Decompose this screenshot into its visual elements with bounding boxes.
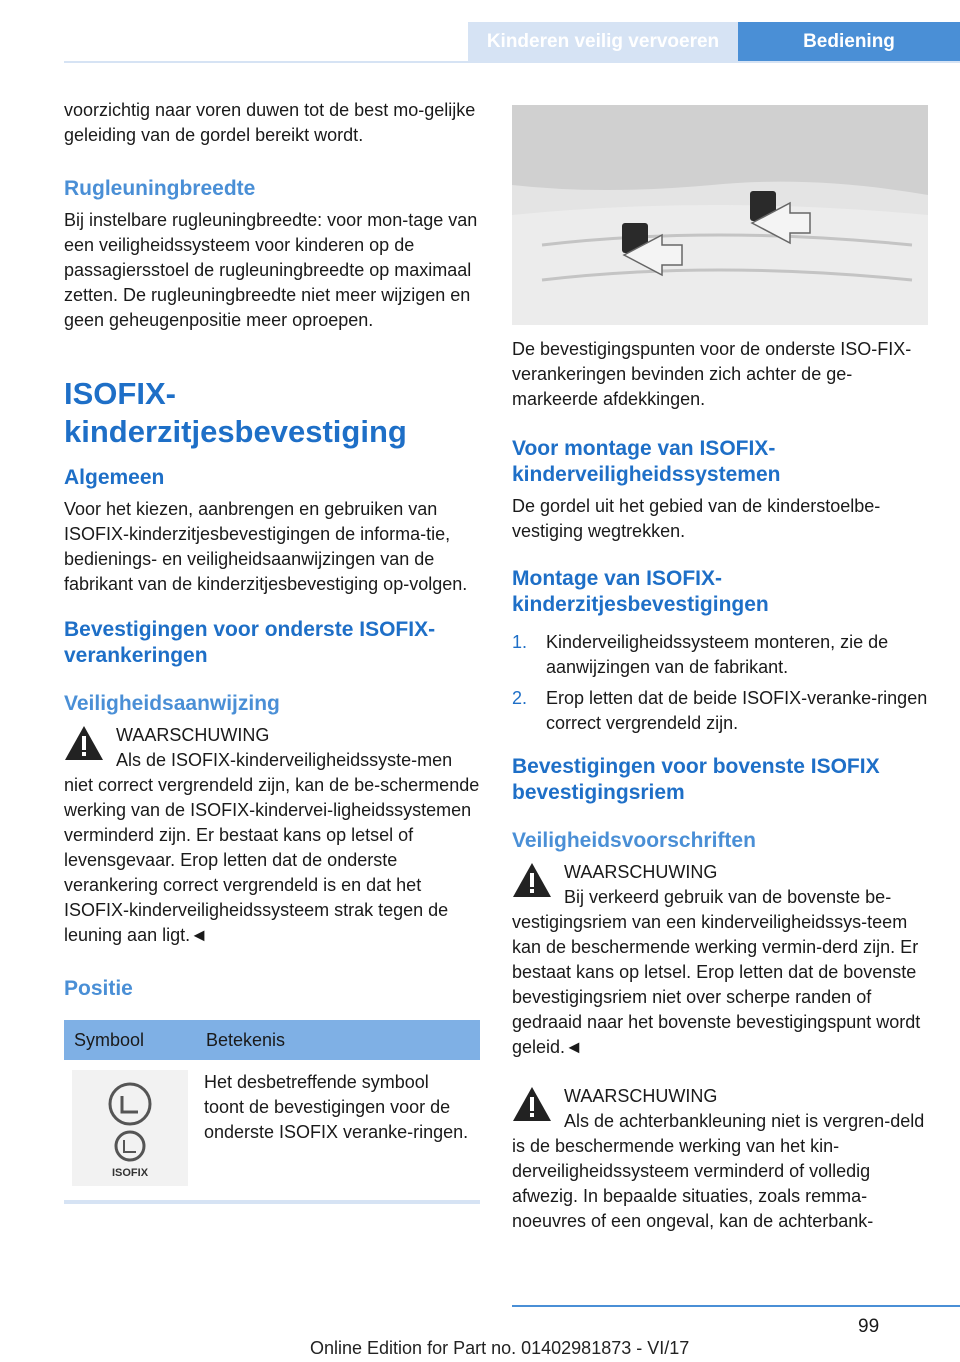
voor-montage-heading: Voor montage van ISOFIX-kinderveiligheidssystemen bbox=[512, 437, 781, 486]
header-section-title: Kinderen veilig vervoeren bbox=[468, 22, 738, 62]
table-header-meaning: Betekenis bbox=[196, 1020, 480, 1060]
isofix-symbol-icon bbox=[72, 1070, 188, 1186]
step-number: 1. bbox=[512, 632, 528, 652]
warning-block bbox=[512, 1084, 928, 1234]
warning-title: WAARSCHUWING bbox=[116, 725, 270, 745]
bovenste-heading: Bevestigingen voor bovenste ISOFIX bevestigingsriem bbox=[512, 755, 880, 804]
positie-heading: Positie bbox=[64, 977, 133, 1000]
header-chapter-title: Bediening bbox=[738, 22, 960, 62]
warning-text: Als de achterbankleuning niet is vergren‐deld is de beschermende werking van het kin‐derveiligheidssysteem verminderd of volledig afwezig. In bepaalde situaties, zoals remma‐noeuvres of een ongeval, kan de achterbank- bbox=[512, 1111, 925, 1231]
warning-text: Als de ISOFIX-kinderveiligheidssyste‐men niet correct vergrendeld zijn, kan de be‐schermende werking van de ISOFIX-kindervei‐ligheidssystemen verminderd zijn. Er bestaat kans op letsel of levensgevaar. Erop letten dat de onderste verankering correct vergrendeld is en dat het ISOFIX-kinderveiligheidssysteem strak tegen de leuning aan ligt.◄ bbox=[64, 750, 480, 945]
rugleuning-paragraph: Bij instelbare rugleuningbreedte: voor mon‐tage van een veiligheidssysteem voor kinderen op de passagiersstoel de rugleuningbreedte op maximaal zetten. De rugleuningbreedte niet meer wijzigen en geen geheugenpositie meer oproepen. bbox=[64, 210, 478, 330]
warning-triangle-icon bbox=[512, 862, 552, 898]
photo-caption: De bevestigingspunten voor de onderste ISO‐FIX-verankeringen bevinden zich achter de ge‐markeerde afdekkingen. bbox=[512, 339, 912, 409]
warning-triangle-icon bbox=[512, 1086, 552, 1122]
voor-montage-paragraph: De gordel uit het gebied van de kinderstoelbe‐vestiging wegtrekken. bbox=[512, 496, 881, 541]
seat-photo bbox=[512, 105, 928, 325]
intro-paragraph: voorzichtig naar voren duwen tot de best mo‐gelijke geleiding van de gordel bereikt wordt. bbox=[64, 100, 476, 145]
footer-divider bbox=[512, 1305, 960, 1307]
onderste-heading: Bevestigingen voor onderste ISOFIX-verankeringen bbox=[64, 618, 436, 667]
page-header bbox=[0, 0, 960, 62]
footer-edition: Online Edition for Part no. 01402981873 - VI/17 bbox=[310, 1338, 690, 1358]
algemeen-paragraph: Voor het kiezen, aanbrengen en gebruiken van ISOFIX-kinderzitjesbevestigingen de informa‐tie, bedienings- en veiligheidsaanwijzingen van de fabrikant van de kinderzitjesbevestiging op‐volgen. bbox=[64, 499, 468, 594]
table-header-symbol: Symbool bbox=[64, 1020, 196, 1060]
warning-title: WAARSCHUWING bbox=[564, 862, 718, 882]
table-bottom-rule bbox=[64, 1200, 480, 1204]
warning-title: WAARSCHUWING bbox=[564, 1086, 718, 1106]
list-item bbox=[512, 630, 928, 680]
warning-block bbox=[64, 723, 480, 948]
montage-steps bbox=[512, 630, 928, 736]
table-row bbox=[64, 1060, 480, 1196]
montage-heading: Montage van ISOFIX-kinderzitjesbevestigingen bbox=[512, 567, 769, 616]
position-table bbox=[64, 1020, 480, 1196]
veiligheidsvoorschriften-heading: Veiligheidsvoorschriften bbox=[512, 829, 756, 852]
veiligheidsaanwijzing-heading: Veiligheidsaanwijzing bbox=[64, 692, 280, 715]
isofix-section-title: ISOFIX-kinderzitjesbevestiging bbox=[64, 376, 407, 449]
list-item bbox=[512, 686, 928, 736]
isofix-icon-label: ISOFIX bbox=[111, 1167, 149, 1179]
left-column bbox=[64, 98, 480, 1204]
step-number: 2. bbox=[512, 688, 528, 708]
right-column bbox=[512, 105, 928, 1234]
algemeen-heading: Algemeen bbox=[64, 466, 165, 489]
table-cell-meaning: Het desbetreffende symbool toont de bevestigingen voor de onderste ISOFIX veranke‐ringen. bbox=[204, 1072, 469, 1142]
warning-triangle-icon bbox=[64, 725, 104, 761]
rugleuning-heading: Rugleuningbreedte bbox=[64, 177, 256, 200]
header-divider bbox=[64, 61, 960, 63]
page-number: 99 bbox=[858, 1316, 880, 1337]
step-text: Erop letten dat de beide ISOFIX-veranke‐ringen correct vergrendeld zijn. bbox=[546, 688, 928, 733]
warning-block bbox=[512, 860, 928, 1060]
warning-text: Bij verkeerd gebruik van de bovenste be‐vestigingsriem van een kinderveiligheidssys‐teem kan de beschermende werking vermin‐derd zijn. Er bestaat kans op letsel. Erop letten dat de bovenste bevestigingsriem niet over scherpe randen of gedraaid naar het bovenste bevestigingspunt wordt geleid.◄ bbox=[512, 887, 921, 1057]
step-text: Kinderveiligheidssysteem monteren, zie de aanwijzingen van de fabrikant. bbox=[546, 632, 889, 677]
